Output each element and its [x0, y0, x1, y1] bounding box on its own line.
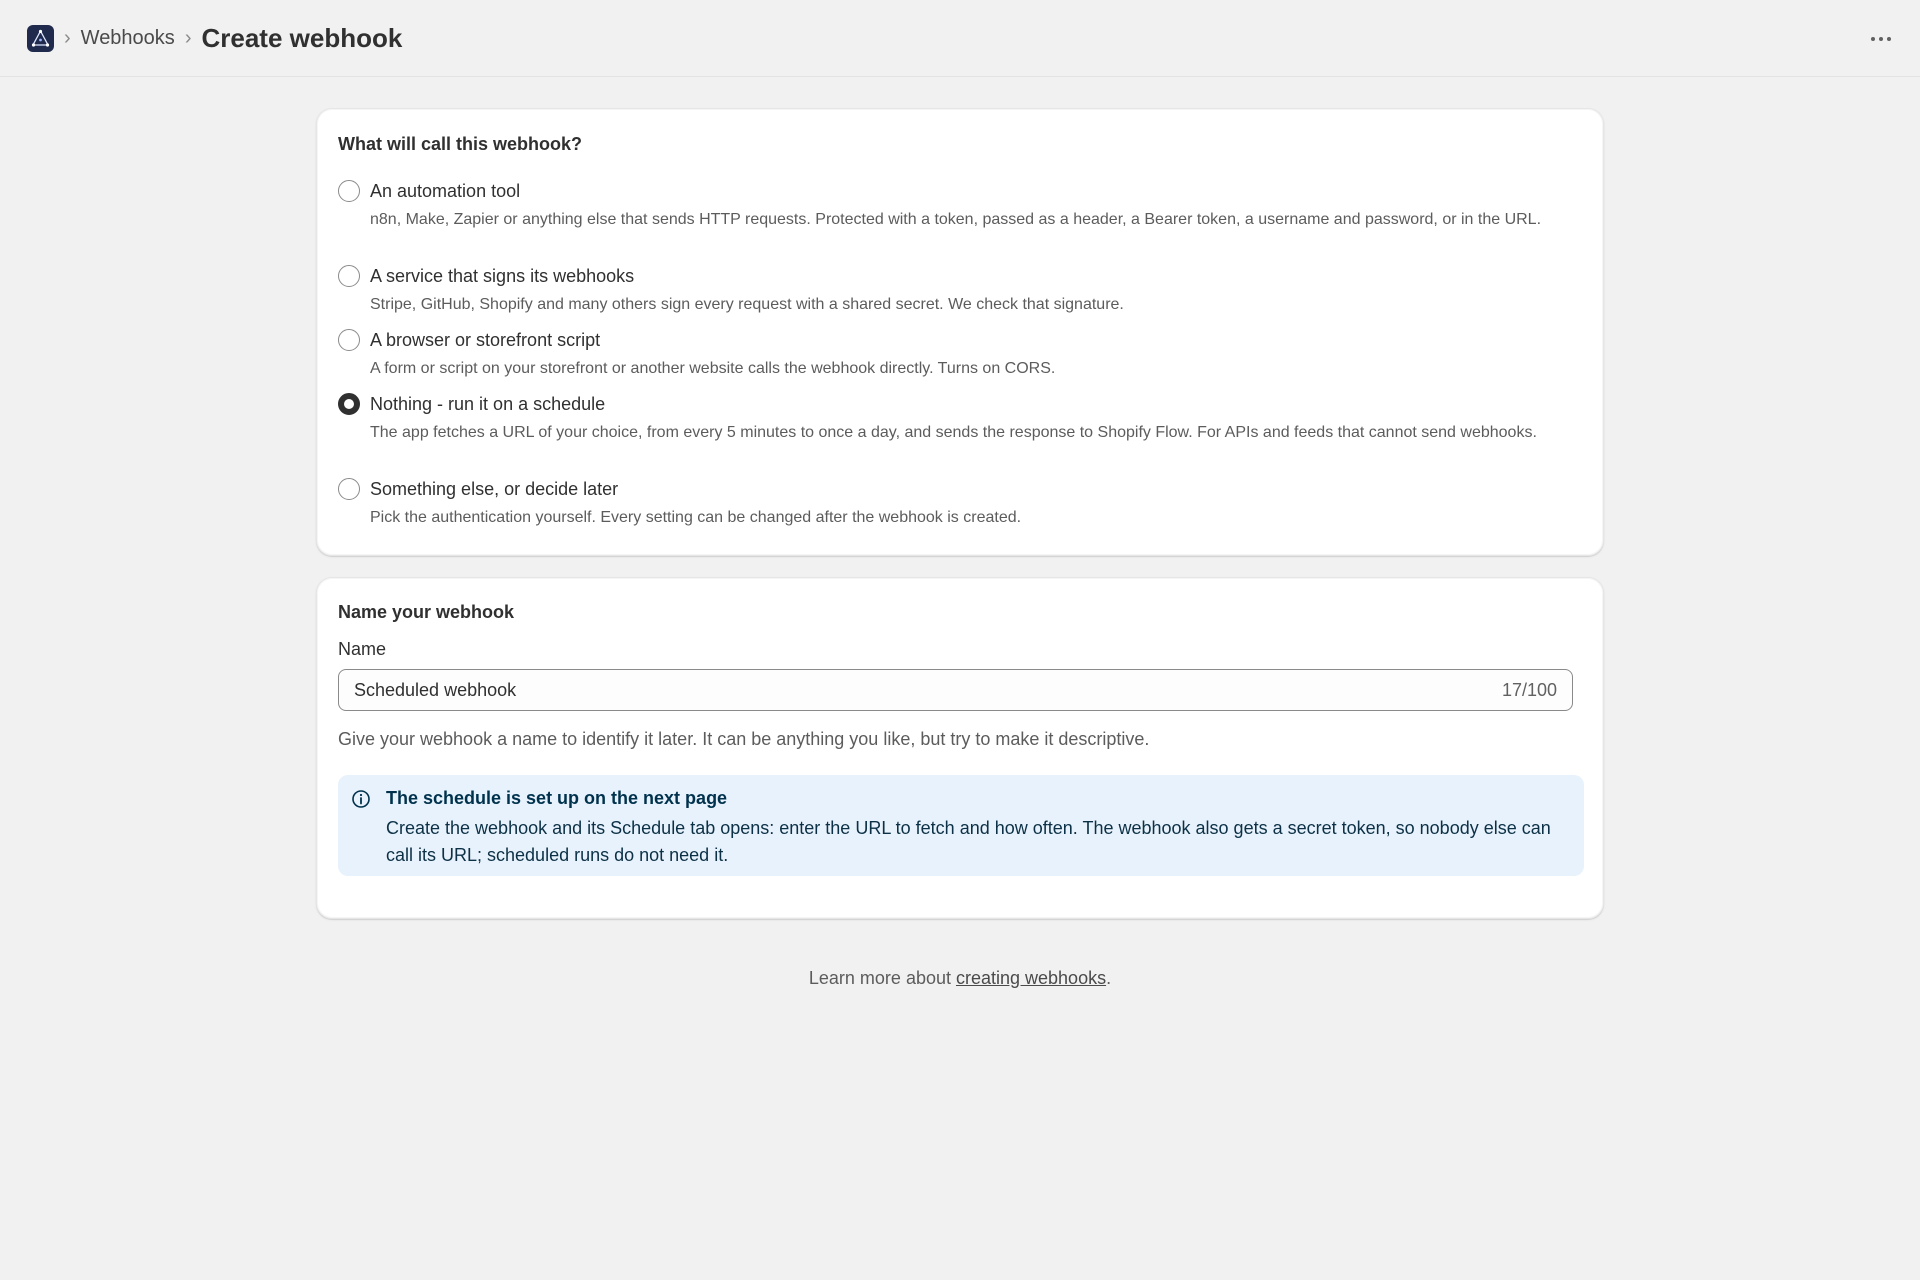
caller-card-heading: What will call this webhook? [338, 134, 583, 154]
name-field-label: Name [338, 639, 387, 659]
option-description: Pick the authentication yourself. Every setting can be changed after the webhook is created. [370, 509, 1022, 526]
more-horizontal-icon [1870, 36, 1892, 42]
option-label[interactable]: A browser or storefront script [370, 330, 601, 350]
name-card [316, 577, 1604, 919]
option-description: n8n, Make, Zapier or anything else that sends HTTP requests. Protected with a token, passed as a header, a Bearer token, a username and password, or in the URL. [370, 211, 1542, 228]
radio-schedule[interactable] [338, 393, 360, 415]
breadcrumb-separator: › [184, 26, 192, 49]
option-label[interactable]: An automation tool [370, 181, 521, 201]
name-input-value[interactable]: Scheduled webhook [354, 679, 517, 700]
radio-browser-script[interactable] [338, 329, 360, 351]
breadcrumb-webhooks[interactable]: Webhooks [80, 26, 175, 49]
option-description: Stripe, GitHub, Shopify and many others sign every request with a shared secret. We check that signature. [370, 296, 1124, 313]
banner-title: The schedule is set up on the next page [386, 788, 728, 808]
breadcrumb-separator: › [64, 26, 71, 49]
name-card-heading: Name your webhook [338, 602, 515, 622]
app-logo-icon[interactable] [27, 25, 54, 52]
page-title: Create webhook [201, 22, 403, 53]
info-banner [338, 775, 1584, 876]
radio-automation-tool[interactable] [338, 180, 360, 202]
name-input[interactable] [338, 669, 1573, 711]
top-bar [0, 0, 1920, 77]
option-label[interactable]: Nothing - run it on a schedule [370, 394, 606, 414]
footer-prefix: Learn more about [808, 968, 956, 988]
more-actions-button[interactable] [1868, 26, 1894, 52]
option-label[interactable]: A service that signs its webhooks [370, 266, 635, 286]
footer-suffix: . [1106, 968, 1112, 988]
footer-help [0, 968, 1920, 989]
option-description: A form or script on your storefront or another website calls the webhook directly. Turns on CORS. [370, 360, 1056, 377]
caller-card [316, 108, 1604, 556]
name-help-text: Give your webhook a name to identify it later. It can be anything you like, but try to make it descriptive. [338, 729, 1150, 749]
creating-webhooks-link[interactable]: creating webhooks [955, 968, 1107, 988]
info-icon [351, 789, 371, 809]
radio-signing-service[interactable] [338, 265, 360, 287]
character-count: 17/100 [1501, 679, 1557, 700]
banner-body: Create the webhook and its Schedule tab opens: enter the URL to fetch and how often. The webhook also gets a secret token, so nobody else can call its URL; scheduled runs do not need it. [386, 818, 1551, 865]
option-description: The app fetches a URL of your choice, from every 5 minutes to once a day, and sends the response to Shopify Flow. For APIs and feeds that cannot send webhooks. [370, 424, 1537, 441]
radio-something-else[interactable] [338, 478, 360, 500]
option-label[interactable]: Something else, or decide later [370, 479, 619, 499]
